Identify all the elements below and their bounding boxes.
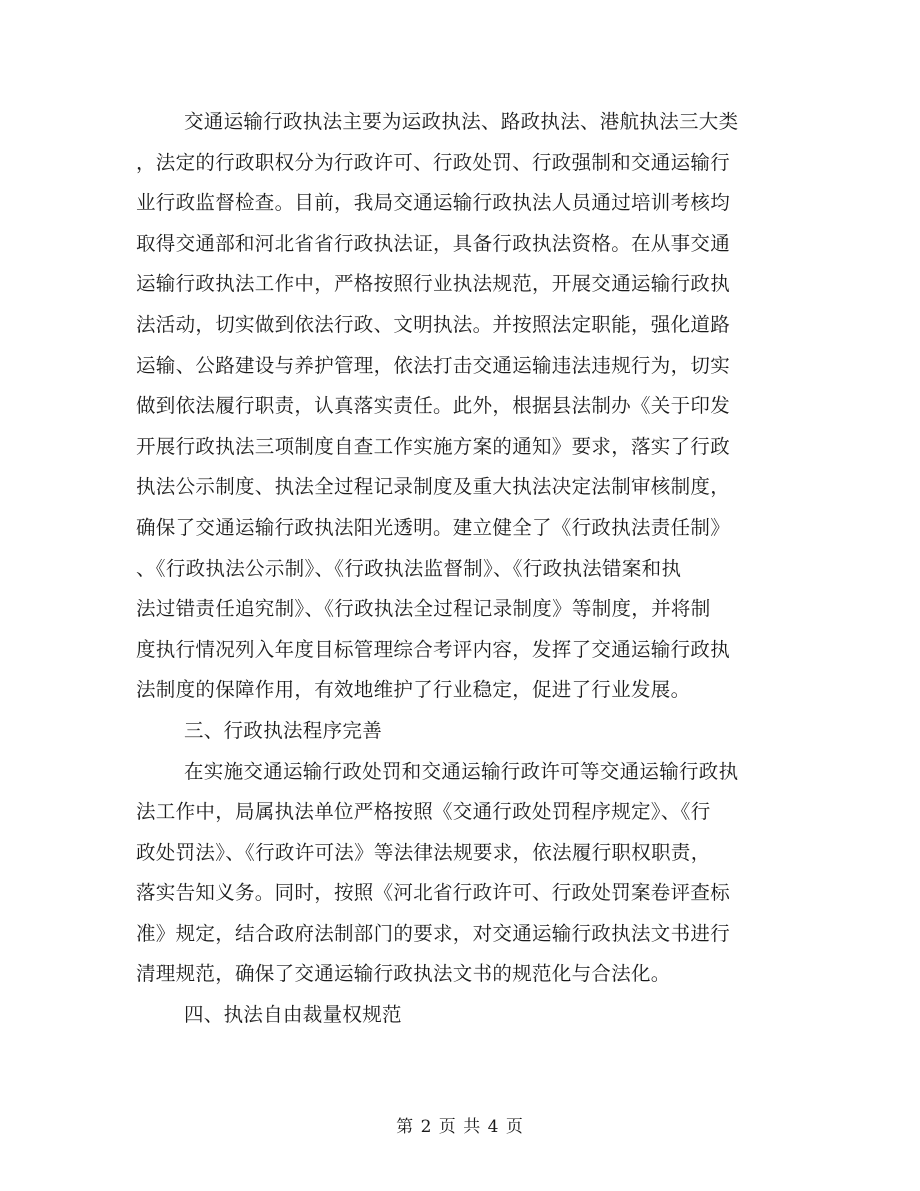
document-body bbox=[136, 102, 786, 1036]
paragraph-line: 业行政监督检查。目前，我局交通运输行政执法人员通过培训考核均 bbox=[136, 191, 731, 215]
paragraph-line: 交通运输行政执法主要为运政执法、路政执法、港航执法三大类 bbox=[184, 110, 739, 133]
paragraph-line: 落实告知义务。同时，按照《河北省行政许可、行政处罚案卷评查标 bbox=[136, 881, 731, 905]
paragraph-line: 取得交通部和河北省省行政执法证，具备行政执法资格。在从事交通 bbox=[136, 231, 731, 255]
paragraph-line: 确保了交通运输行政执法阳光透明。建立健全了《行政执法责任制》 bbox=[136, 515, 731, 539]
paragraph-line: 运输、公路建设与养护管理，依法打击交通运输违法违规行为，切实 bbox=[136, 353, 731, 377]
paragraph-line: 做到依法履行职责，认真落实责任。此外，根据县法制办《关于印发 bbox=[136, 394, 731, 418]
paragraph-line: 清理规范，确保了交通运输行政执法文书的规范化与合法化。 bbox=[136, 962, 671, 986]
paragraph-line: 法过错责任追究制》、《行政执法全过程记录制度》等制度，并将制 bbox=[136, 597, 711, 621]
paragraph-line: 准》规定，结合政府法制部门的要求，对交通运输行政执法文书进行 bbox=[136, 921, 731, 945]
paragraph-line: 执法公示制度、执法全过程记录制度及重大执法决定法制审核制度， bbox=[136, 475, 731, 499]
paragraph-line: 度执行情况列入年度目标管理综合考评内容，发挥了交通运输行政执 bbox=[136, 637, 731, 661]
section-heading: 三、行政执法程序完善 bbox=[184, 718, 383, 742]
paragraph-line: 开展行政执法三项制度自查工作实施方案的通知》要求，落实了行政 bbox=[136, 434, 731, 458]
page-number-footer: 第 2 页 共 4 页 bbox=[396, 1117, 524, 1137]
paragraph-line: 法制度的保障作用，有效地维护了行业稳定，促进了行业发展。 bbox=[136, 678, 691, 702]
paragraph-line: 、《行政执法公示制》、《行政执法监督制》、《行政执法错案和执 bbox=[136, 556, 682, 580]
paragraph-line: 政处罚法》、《行政许可法》等法律法规要求，依法履行职权职责， bbox=[136, 840, 711, 864]
paragraph-line: 法工作中，局属执法单位严格按照《交通行政处罚程序规定》、《行 bbox=[136, 800, 711, 824]
section-heading: 四、执法自由裁量权规范 bbox=[184, 1003, 402, 1027]
paragraph-line: 运输行政执法工作中，严格按照行业执法规范，开展交通运输行政执 bbox=[136, 272, 731, 296]
paragraph-line: 在实施交通运输行政处罚和交通运输行政许可等交通运输行政执 bbox=[184, 759, 739, 783]
paragraph-line: 法活动，切实做到依法行政、文明执法。并按照法定职能，强化道路 bbox=[136, 312, 731, 336]
paragraph-line: ，法定的行政职权分为行政许可、行政处罚、行政强制和交通运输行 bbox=[136, 150, 731, 174]
